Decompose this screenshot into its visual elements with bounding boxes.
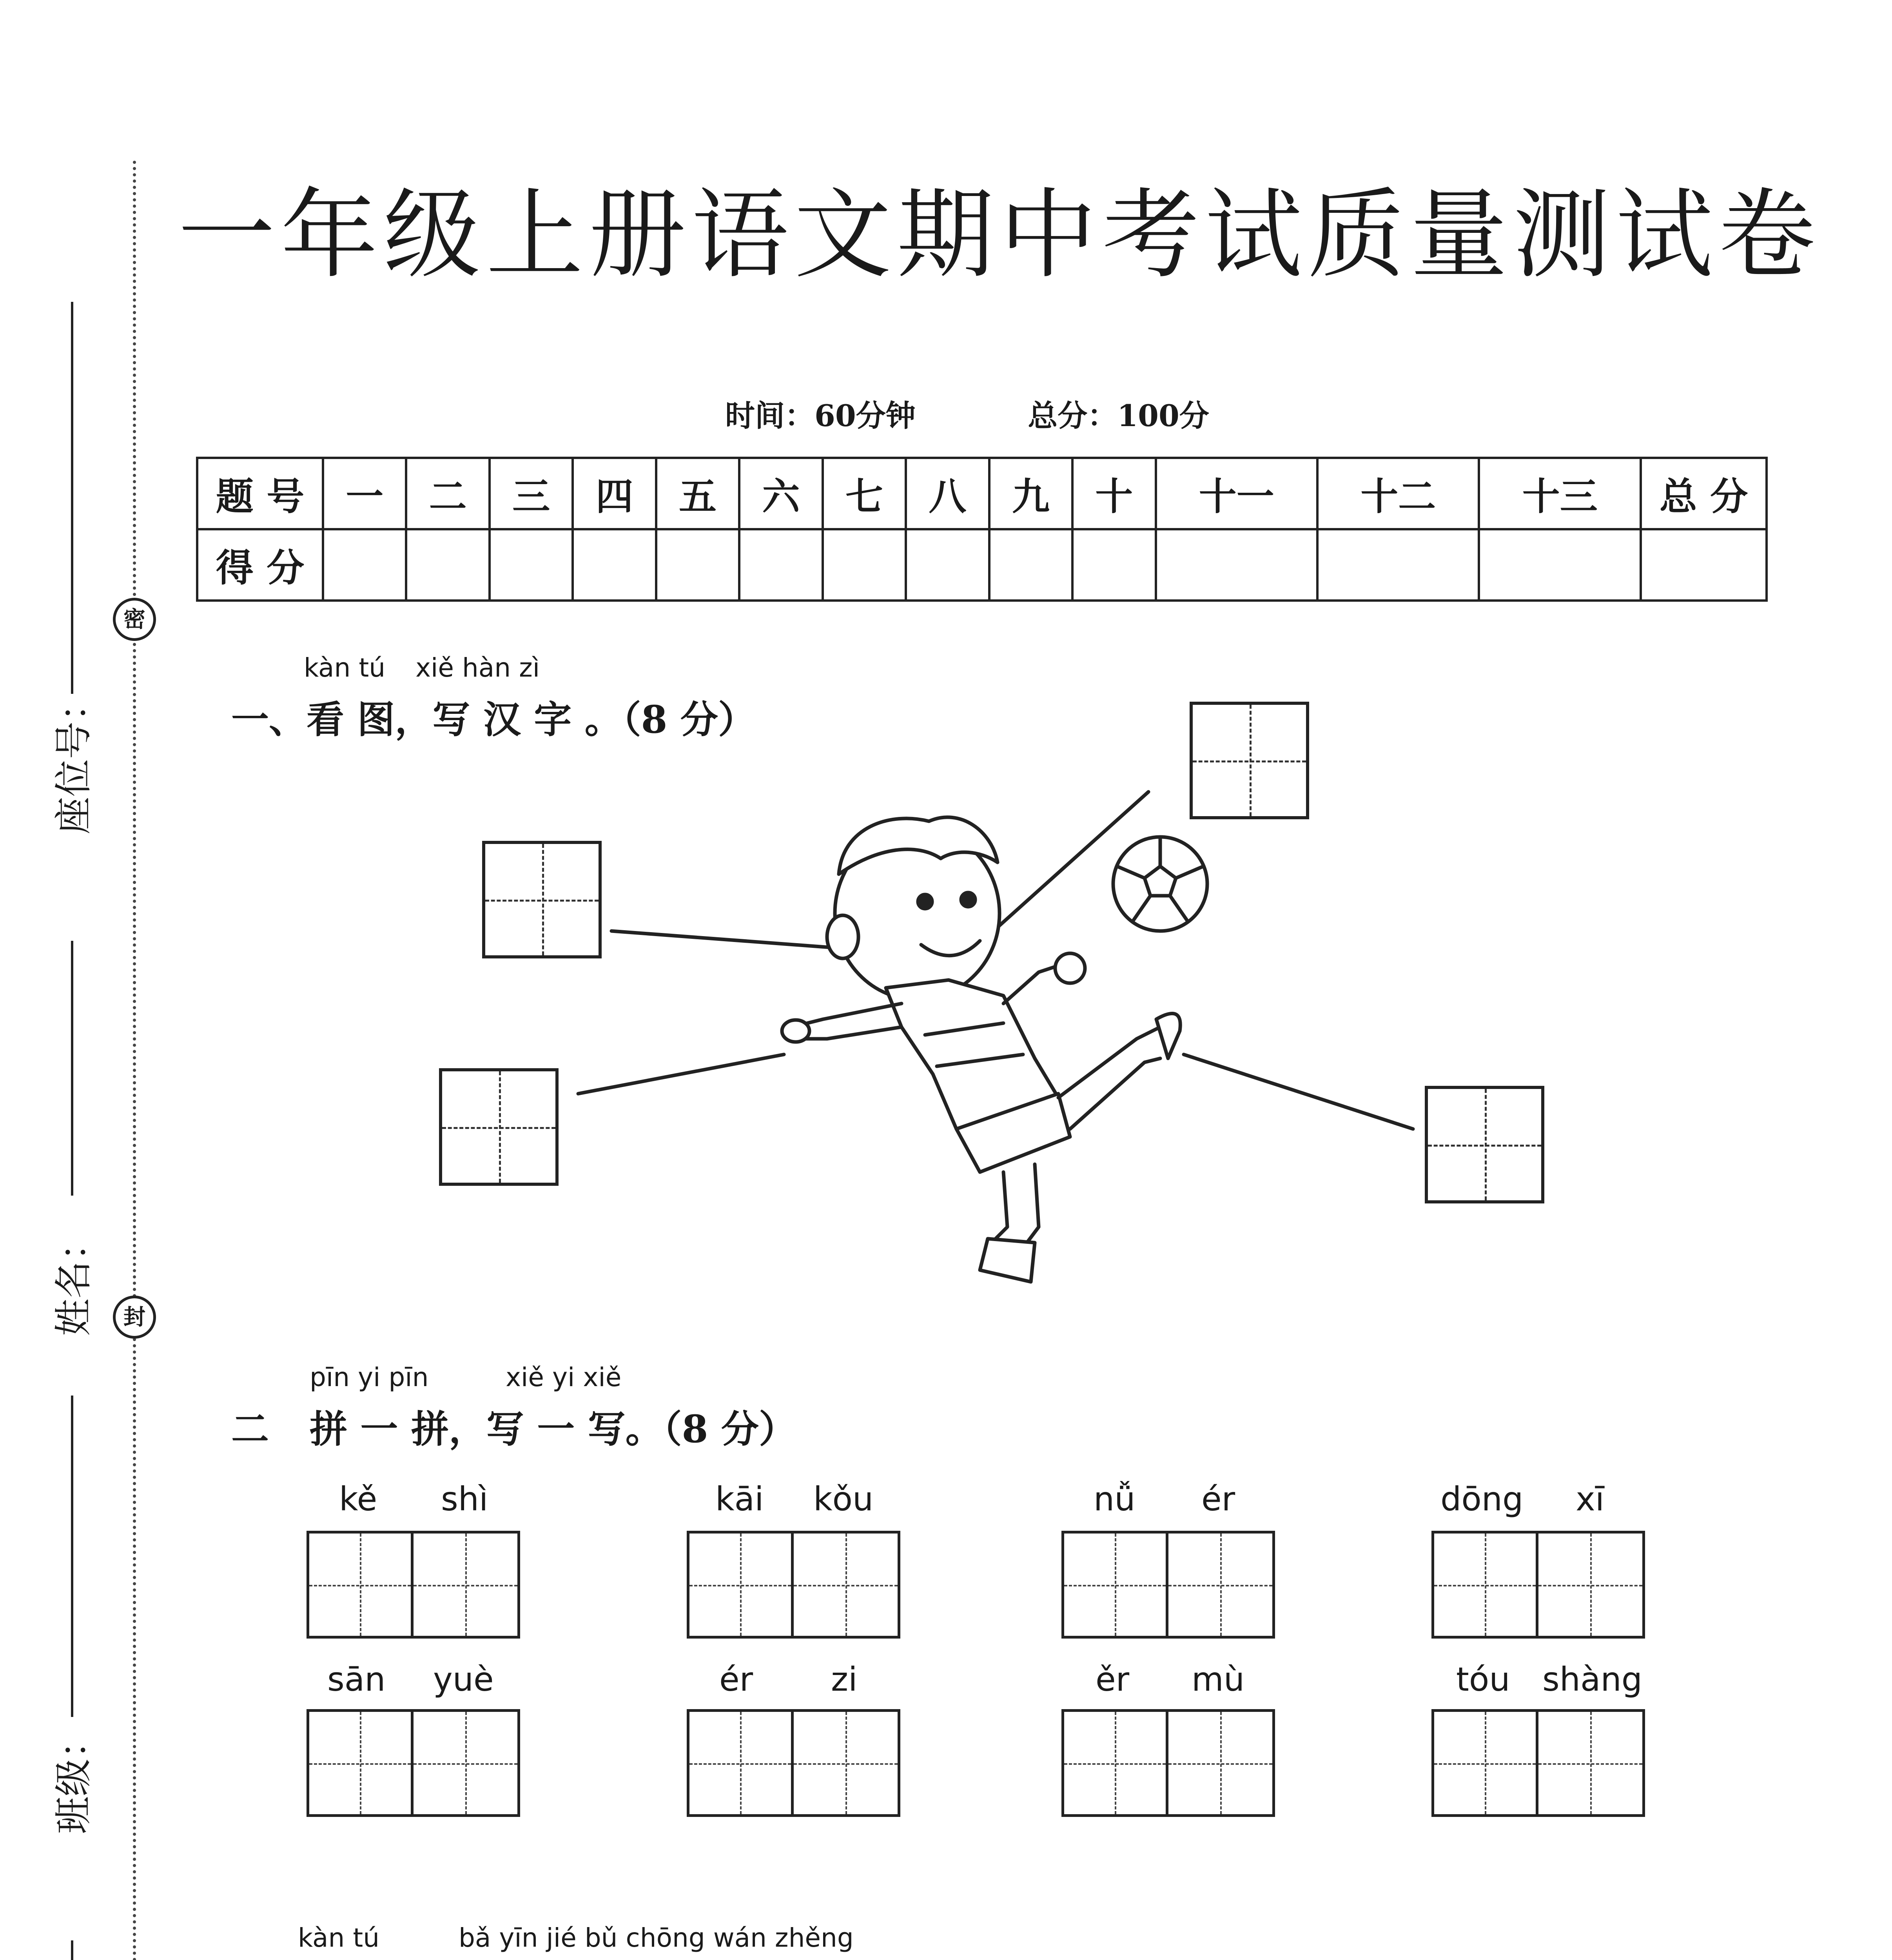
pinyin-syllable: kǒu [813, 1480, 874, 1518]
seal-mi: 密 [113, 598, 156, 641]
connector-line [578, 1054, 784, 1094]
boy-shoe [980, 1239, 1035, 1282]
pinyin-syllable: yuè [433, 1660, 494, 1699]
pinyin-syllable: ér [1201, 1480, 1235, 1518]
section1-pinyin-b: xiě hàn zì [415, 653, 540, 683]
pinyin-syllable: shàng [1542, 1660, 1643, 1699]
pinyin-syllable: dōng [1440, 1480, 1524, 1518]
table-cell: 十一 [1156, 458, 1317, 529]
class-line [71, 1396, 73, 1717]
boy-arm [796, 1027, 902, 1039]
boy-eye [918, 895, 932, 909]
boy-leg [1027, 1164, 1039, 1243]
section2-pinyin-a: pīn yi pīn [310, 1362, 429, 1392]
table-cell: 十三 [1479, 458, 1641, 529]
school-line [71, 1940, 73, 1960]
table-cell: 得 分 [197, 529, 323, 601]
pinyin-syllable: mù [1192, 1660, 1245, 1699]
table-cell: 题 号 [197, 458, 323, 529]
page-title: 一年级上册语文期中考试质量测试卷 [178, 179, 1821, 292]
boy-leg [996, 1172, 1007, 1239]
pinyin-syllable: kāi [715, 1480, 764, 1518]
pinyin-syllable: ér [719, 1660, 753, 1699]
table-cell: 四 [573, 458, 656, 529]
boy-hand [782, 1020, 809, 1042]
word-writing-box[interactable] [687, 1531, 900, 1639]
section1-pinyin-a: kàn tú [304, 653, 386, 683]
seal-feng: 封 [113, 1296, 156, 1339]
seat-label: 座位号： [51, 684, 96, 835]
section2-pinyin-b: xiě yi xiě [506, 1362, 622, 1392]
pinyin-syllable: zi [831, 1660, 858, 1699]
section3-pinyin-a: kàn tú [298, 1923, 380, 1953]
class-label: 班级： [51, 1721, 96, 1834]
pinyin-syllable: sān [327, 1660, 386, 1699]
table-cell: 五 [656, 458, 739, 529]
connector-line [611, 931, 847, 949]
word-writing-box[interactable] [1061, 1531, 1275, 1639]
table-cell: 一 [323, 458, 406, 529]
section1-heading: 一、看 图，写 汉 字 。（8 分） [231, 697, 756, 742]
boy-eye [961, 893, 975, 907]
section3-heading [302, 1958, 954, 1960]
boy-ear [827, 915, 858, 958]
time-info: 时间：60分钟 [725, 398, 916, 433]
section2-heading: 拼 一 拼，写 一 写。（8 分） [310, 1407, 796, 1451]
word-writing-box[interactable] [1431, 1709, 1645, 1817]
boy-shoe [1156, 1013, 1180, 1058]
boy-fist [1055, 953, 1085, 983]
table-cell: 六 [739, 458, 822, 529]
total-info: 总分：100分 [1028, 398, 1209, 433]
section3-pinyin-b: bǎ yīn jié bǔ chōng wán zhěng [459, 1923, 854, 1953]
table-cell: 十 [1072, 458, 1156, 529]
word-writing-box[interactable] [687, 1709, 900, 1817]
table-cell: 八 [906, 458, 989, 529]
table-cell: 九 [989, 458, 1072, 529]
table-cell: 三 [490, 458, 573, 529]
pinyin-syllable: ěr [1096, 1660, 1130, 1699]
table-cell: 十二 [1317, 458, 1479, 529]
word-writing-box[interactable] [1061, 1709, 1275, 1817]
pinyin-syllable: shì [441, 1480, 488, 1518]
pinyin-syllable: nǚ [1094, 1480, 1136, 1518]
pinyin-syllable: kě [339, 1480, 377, 1518]
section3-number [231, 1958, 269, 1960]
pinyin-syllable: tóu [1456, 1660, 1510, 1699]
connector-line [1184, 1054, 1413, 1129]
word-writing-box[interactable] [307, 1709, 520, 1817]
section2-number: 二 [231, 1407, 269, 1451]
word-writing-box[interactable] [1431, 1531, 1645, 1639]
table-cell: 七 [823, 458, 906, 529]
table-cell: 二 [406, 458, 489, 529]
name-label: 姓名： [51, 1223, 96, 1336]
word-writing-box[interactable] [307, 1531, 520, 1639]
pinyin-syllable: xī [1576, 1480, 1605, 1518]
table-cell: 总 分 [1641, 458, 1767, 529]
boy-leg [1070, 1058, 1160, 1129]
boy-arm [1003, 964, 1062, 1004]
